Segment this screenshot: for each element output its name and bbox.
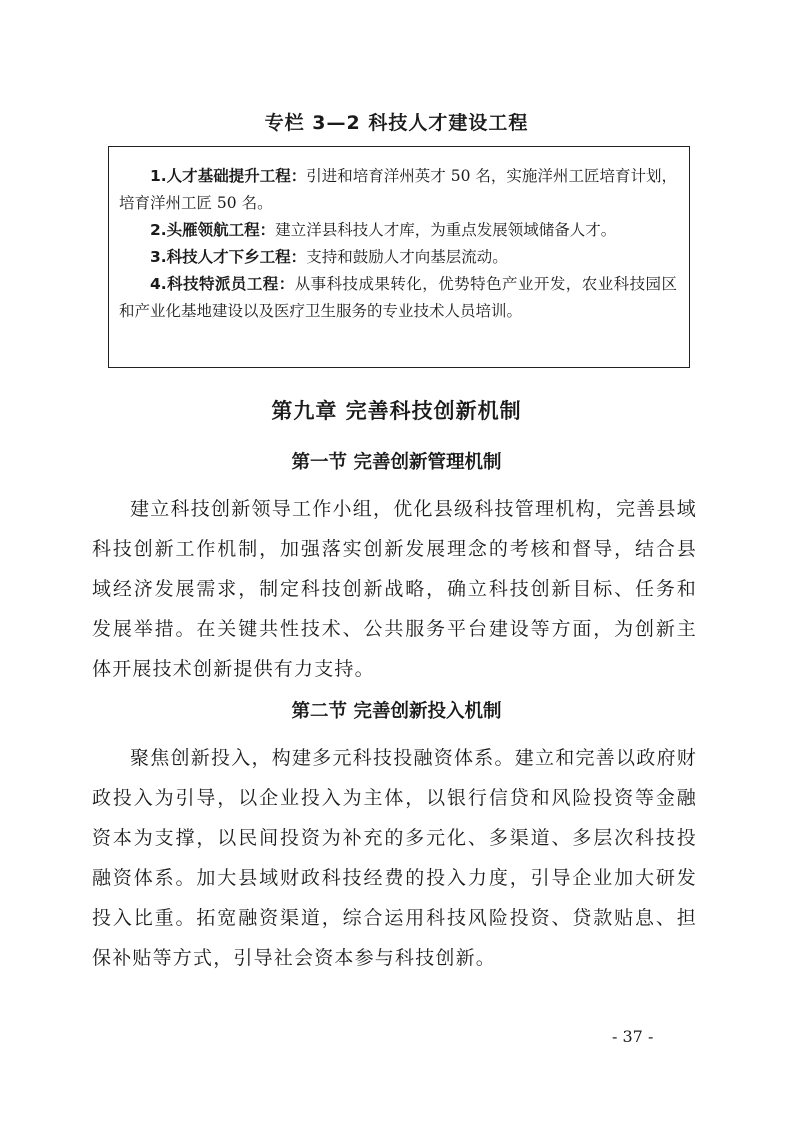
box-item — [119, 244, 677, 271]
box-item-text: 从事科技成果转化，优势特色产业开发，农业科技园区和产业化基地建设以及医疗卫生服务的专业技术人员培训。 — [119, 275, 677, 320]
box-item-text: 支持和鼓励人才向基层流动。 — [306, 248, 508, 266]
section-body: 建立科技创新领导工作小组，优化县级科技管理机构，完善县域科技创新工作机制，加强落实创新发展理念的考核和督导，结合县域经济发展需求，制定科技创新战略，确立科技创新目标、任务和发展举措。在关键共性技术、公共服务平台建设等方面，为创新主体开展技术创新提供有力支持。 — [92, 498, 697, 680]
box-item-label: 4.科技特派员工程： — [150, 275, 295, 293]
box-item-label: 2.头雁领航工程： — [150, 221, 276, 239]
box-item-text: 建立洋县科技人才库，为重点发展领域储备人才。 — [275, 221, 617, 239]
section-title: 第二节 完善创新投入机制 — [291, 701, 502, 722]
page-number: - 37 - — [612, 1027, 654, 1046]
box-item-text: 引进和培育洋州英才 50 名，实施洋州工匠培育计划，培育洋州工匠 50 名。 — [119, 167, 677, 212]
box-item — [119, 271, 677, 325]
box-title: 专栏 3—2 科技人才建设工程 — [264, 112, 529, 134]
section-title: 第一节 完善创新管理机制 — [291, 452, 502, 473]
chapter-title: 第九章 完善科技创新机制 — [271, 399, 522, 423]
box-item — [119, 217, 677, 244]
box-item — [119, 163, 677, 217]
box-item-label: 1.人才基础提升工程： — [150, 167, 307, 185]
section-body: 聚焦创新投入，构建多元科技投融资体系。建立和完善以政府财政投入为引导，以企业投入为主体，以银行信贷和风险投资等金融资本为支撑，以民间投资为补充的多元化、多渠道、多层次科技投融资体系。加大县域财政科技经费的投入力度，引导企业加大研发投入比重。拓宽融资渠道，综合运用科技风险投资、贷款贴息、担保补贴等方式，引导社会资本参与科技创新。 — [92, 747, 697, 969]
talent-project-box — [108, 146, 690, 368]
box-item-label: 3.科技人才下乡工程： — [150, 248, 307, 266]
